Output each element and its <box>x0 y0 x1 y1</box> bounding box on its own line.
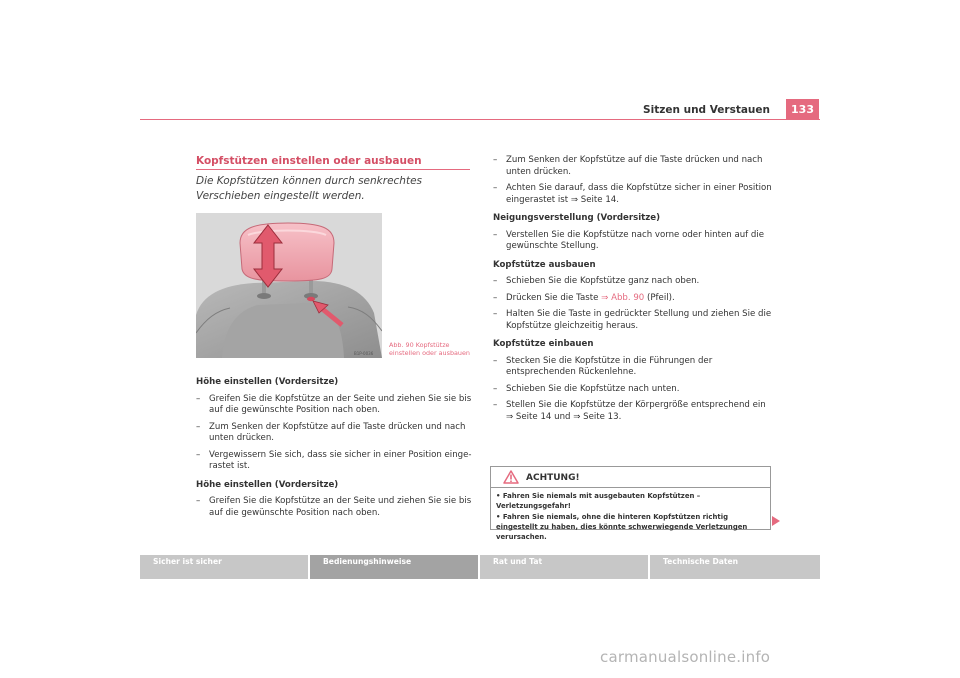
list-item: – Schieben Sie die Kopfstütze ganz nach oben. <box>493 276 700 286</box>
footer-tab-bedienung[interactable]: Bedienungshinweise <box>310 555 478 579</box>
list-item: – Schieben Sie die Kopfstütze nach unten. <box>493 383 680 394</box>
warning-triangle-icon <box>503 470 519 484</box>
warning-bullet: • Fahren Sie niemals mit ausgebauten Kopfstützen – Verletzungsgefahr! <box>496 492 701 510</box>
page-number: 133 <box>786 99 819 119</box>
list-item: – Zum Senken der Kopfstütze auf die Taste drücken und nach unten drücken. <box>196 421 466 443</box>
figure-code: B1P-0036 <box>354 351 374 356</box>
subheading: Kopfstütze ausbauen <box>493 259 596 270</box>
warning-bullet: • Fahren Sie niemals, ohne die hinteren Kopfstützen richtig eingestellt zu haben, dies könnte schwerwiegende Verletzungen verursachen. <box>496 513 748 541</box>
footer-tab-rat[interactable]: Rat und Tat <box>480 555 648 579</box>
figure-caption: Abb. 90 Kopfstütze einstellen oder ausbauen <box>389 341 470 357</box>
subheading: Höhe einstellen (Vordersitze) <box>196 479 339 490</box>
footer-tab-technik[interactable]: Technische Daten <box>650 555 820 579</box>
list-item: – Vergewissern Sie sich, dass sie sicher in einer Position einge-rastet ist. <box>196 449 472 471</box>
subheading: Neigungsverstellung (Vordersitze) <box>493 213 661 223</box>
watermark: carmanualsonline.info <box>600 648 771 666</box>
headrest-figure <box>196 213 382 358</box>
headrest-illustration <box>196 213 382 358</box>
warning-box <box>490 466 771 541</box>
list-item: – Halten Sie die Taste in gedrückter Stellung und ziehen Sie die Kopfstütze gleichzeitig heraus. <box>493 309 772 331</box>
list-item: – Stecken Sie die Kopfstütze in die Führungen der entsprechenden Rückenlehne. <box>493 355 713 377</box>
bullet-icon: • <box>496 492 503 500</box>
next-page-arrow-icon[interactable] <box>772 516 780 526</box>
header-rule <box>140 119 820 120</box>
warning-body <box>496 491 768 543</box>
subheading: Höhe einstellen (Vordersitze) <box>196 377 339 387</box>
list-item: – Stellen Sie die Kopfstütze der Körpergröße entsprechend ein ⇒ Seite 14 und ⇒ Seite 13. <box>493 400 766 422</box>
running-header-title: Sitzen und Verstauen <box>643 104 770 116</box>
section-rule <box>196 169 470 170</box>
list-item: – Drücken Sie die Taste ⇒ Abb. 90 (Pfeil). <box>493 292 675 303</box>
warning-title: ACHTUNG! <box>526 473 580 483</box>
right-column <box>493 155 773 423</box>
section-intro: Die Kopfstützen können durch senkrechtes Verschieben eingestellt werden. <box>196 175 423 202</box>
figure-reference-link[interactable]: ⇒ Abb. 90 <box>601 292 645 303</box>
subheading: Kopfstütze einbauen <box>493 339 594 349</box>
list-item: – Greifen Sie die Kopfstütze an der Seite und ziehen Sie sie bis auf die gewünschte Position nach oben. <box>196 496 472 518</box>
section-title: Kopfstützen einstellen oder ausbauen <box>196 155 422 167</box>
list-item: – Zum Senken der Kopfstütze auf die Taste drücken und nach unten drücken. <box>493 155 763 177</box>
list-item: – Verstellen Sie die Kopfstütze nach vorne oder hinten auf die gewünschte Stellung. <box>493 229 765 251</box>
footer-tab-sicher[interactable]: Sicher ist sicher <box>140 555 308 579</box>
bullet-icon: • <box>496 513 503 521</box>
list-item: – Achten Sie darauf, dass die Kopfstütze sicher in einer Position eingerastet ist ⇒ Seite 14. <box>493 183 772 205</box>
warning-header <box>491 467 770 488</box>
list-item: – Greifen Sie die Kopfstütze an der Seite und ziehen Sie sie bis auf die gewünschte Position nach oben. <box>196 393 472 415</box>
left-column <box>196 377 480 519</box>
